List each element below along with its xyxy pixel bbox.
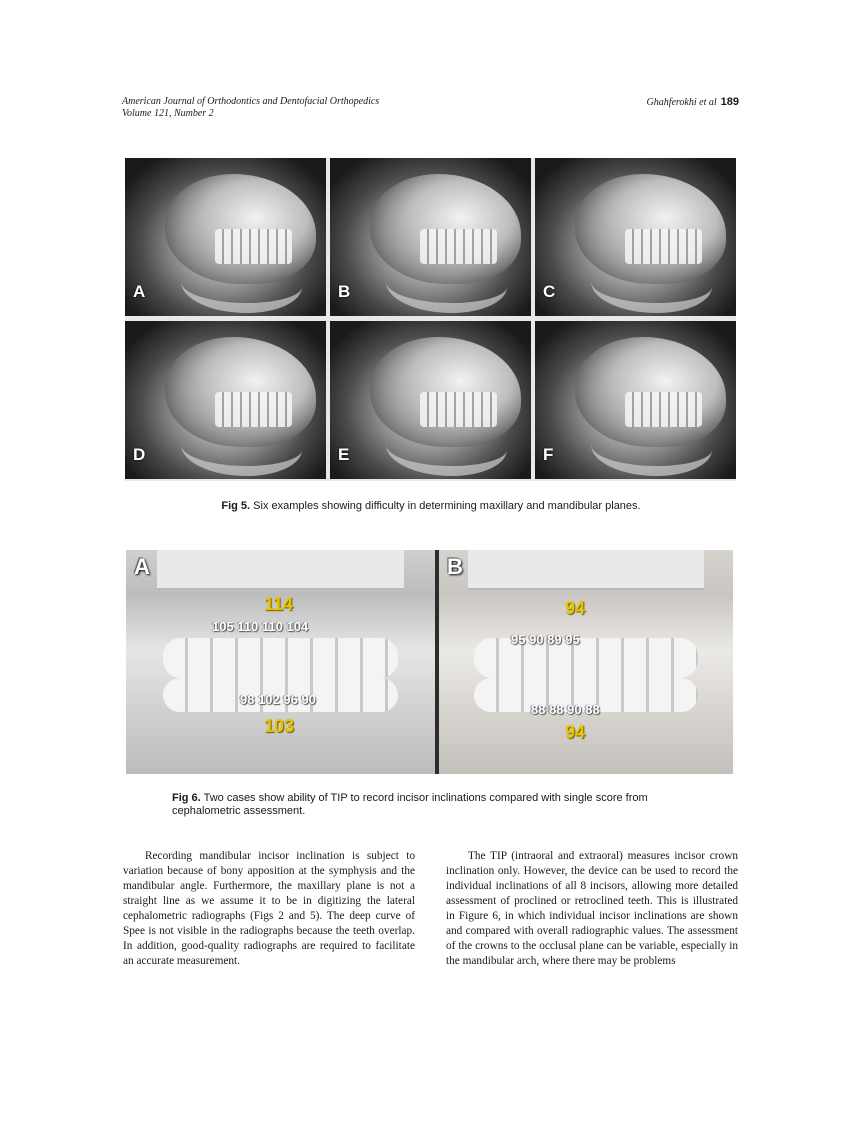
body-column-left	[123, 849, 415, 969]
upper-overall-value: 94	[565, 598, 586, 618]
paragraph: The TIP (intraoral and extraoral) measures incisor crown inclination only. However, the device can be used to record the individual inclinations of all 8 incisors, allowing more detailed assessment of proclined or retroclined teeth. This is illustrated in Figure 6, in which individual incisor inclinations are shown and compared with overall radiographic values. The assessment of the crowns to the occlusal plane can be variable, especially in the mandibular arch, where there may be problems	[446, 850, 738, 967]
upper-incisor-values: 105 110 110 104	[212, 619, 309, 634]
running-author: Ghahferokhi et al	[646, 97, 717, 108]
lower-overall-value: 94	[565, 722, 586, 742]
figure-5-caption	[0, 500, 862, 512]
running-header	[122, 96, 739, 120]
lower-overall-value: 103	[264, 716, 295, 736]
caption-text: Six examples showing difficulty in determining maxillary and mandibular planes.	[250, 500, 641, 512]
xray-panel-f	[535, 321, 736, 479]
upper-overall-value: 114	[264, 594, 294, 614]
panel-label: D	[133, 445, 146, 464]
journal-volume: Volume 121, Number 2	[122, 108, 214, 119]
lower-incisor-values: 88 88 90 88	[531, 702, 600, 717]
panel-label: C	[543, 282, 556, 301]
dental-cast-panel-a	[126, 550, 435, 774]
xray-panel-e	[330, 321, 531, 479]
journal-title: American Journal of Orthodontics and Dentofacial Orthopedics	[122, 96, 380, 107]
body-column-right	[446, 849, 738, 969]
caption-label: Fig 5.	[221, 500, 251, 512]
page-number: 189	[720, 96, 739, 108]
upper-incisor-values: 95 90 89 95	[511, 632, 580, 647]
panel-label: F	[543, 445, 554, 464]
xray-panel-b	[330, 158, 531, 316]
dental-cast-panel-b	[439, 550, 733, 774]
figure-5	[125, 158, 736, 481]
author-page	[646, 96, 739, 109]
panel-label: B	[338, 282, 351, 301]
panel-label: A	[134, 554, 150, 579]
lower-incisor-values: 98 102 96 90	[240, 692, 316, 707]
panel-label: B	[447, 554, 463, 579]
panel-label: E	[338, 445, 350, 464]
panel-label: A	[133, 282, 146, 301]
figure-6	[126, 550, 733, 774]
xray-panel-a	[125, 158, 326, 316]
xray-panel-d	[125, 321, 326, 479]
paragraph: Recording mandibular incisor inclination is subject to variation because of bony apposition at the symphysis and the mandibular angle. Furthermore, the maxillary plane is not a straight line as we assume it to be in digitizing the lateral cephalometric radiographs (Figs 2 and 5). The deep curve of Spee is not visible in the radiographs because the teeth overlap. In addition, good-quality radiographs are required to facilitate an accurate measurement.	[123, 850, 415, 967]
xray-panel-c	[535, 158, 736, 316]
figure-6-caption	[172, 792, 692, 818]
caption-label: Fig 6.	[172, 792, 201, 804]
caption-text: Two cases show ability of TIP to record incisor inclinations compared with single score from cephalometric assessment.	[172, 792, 648, 817]
